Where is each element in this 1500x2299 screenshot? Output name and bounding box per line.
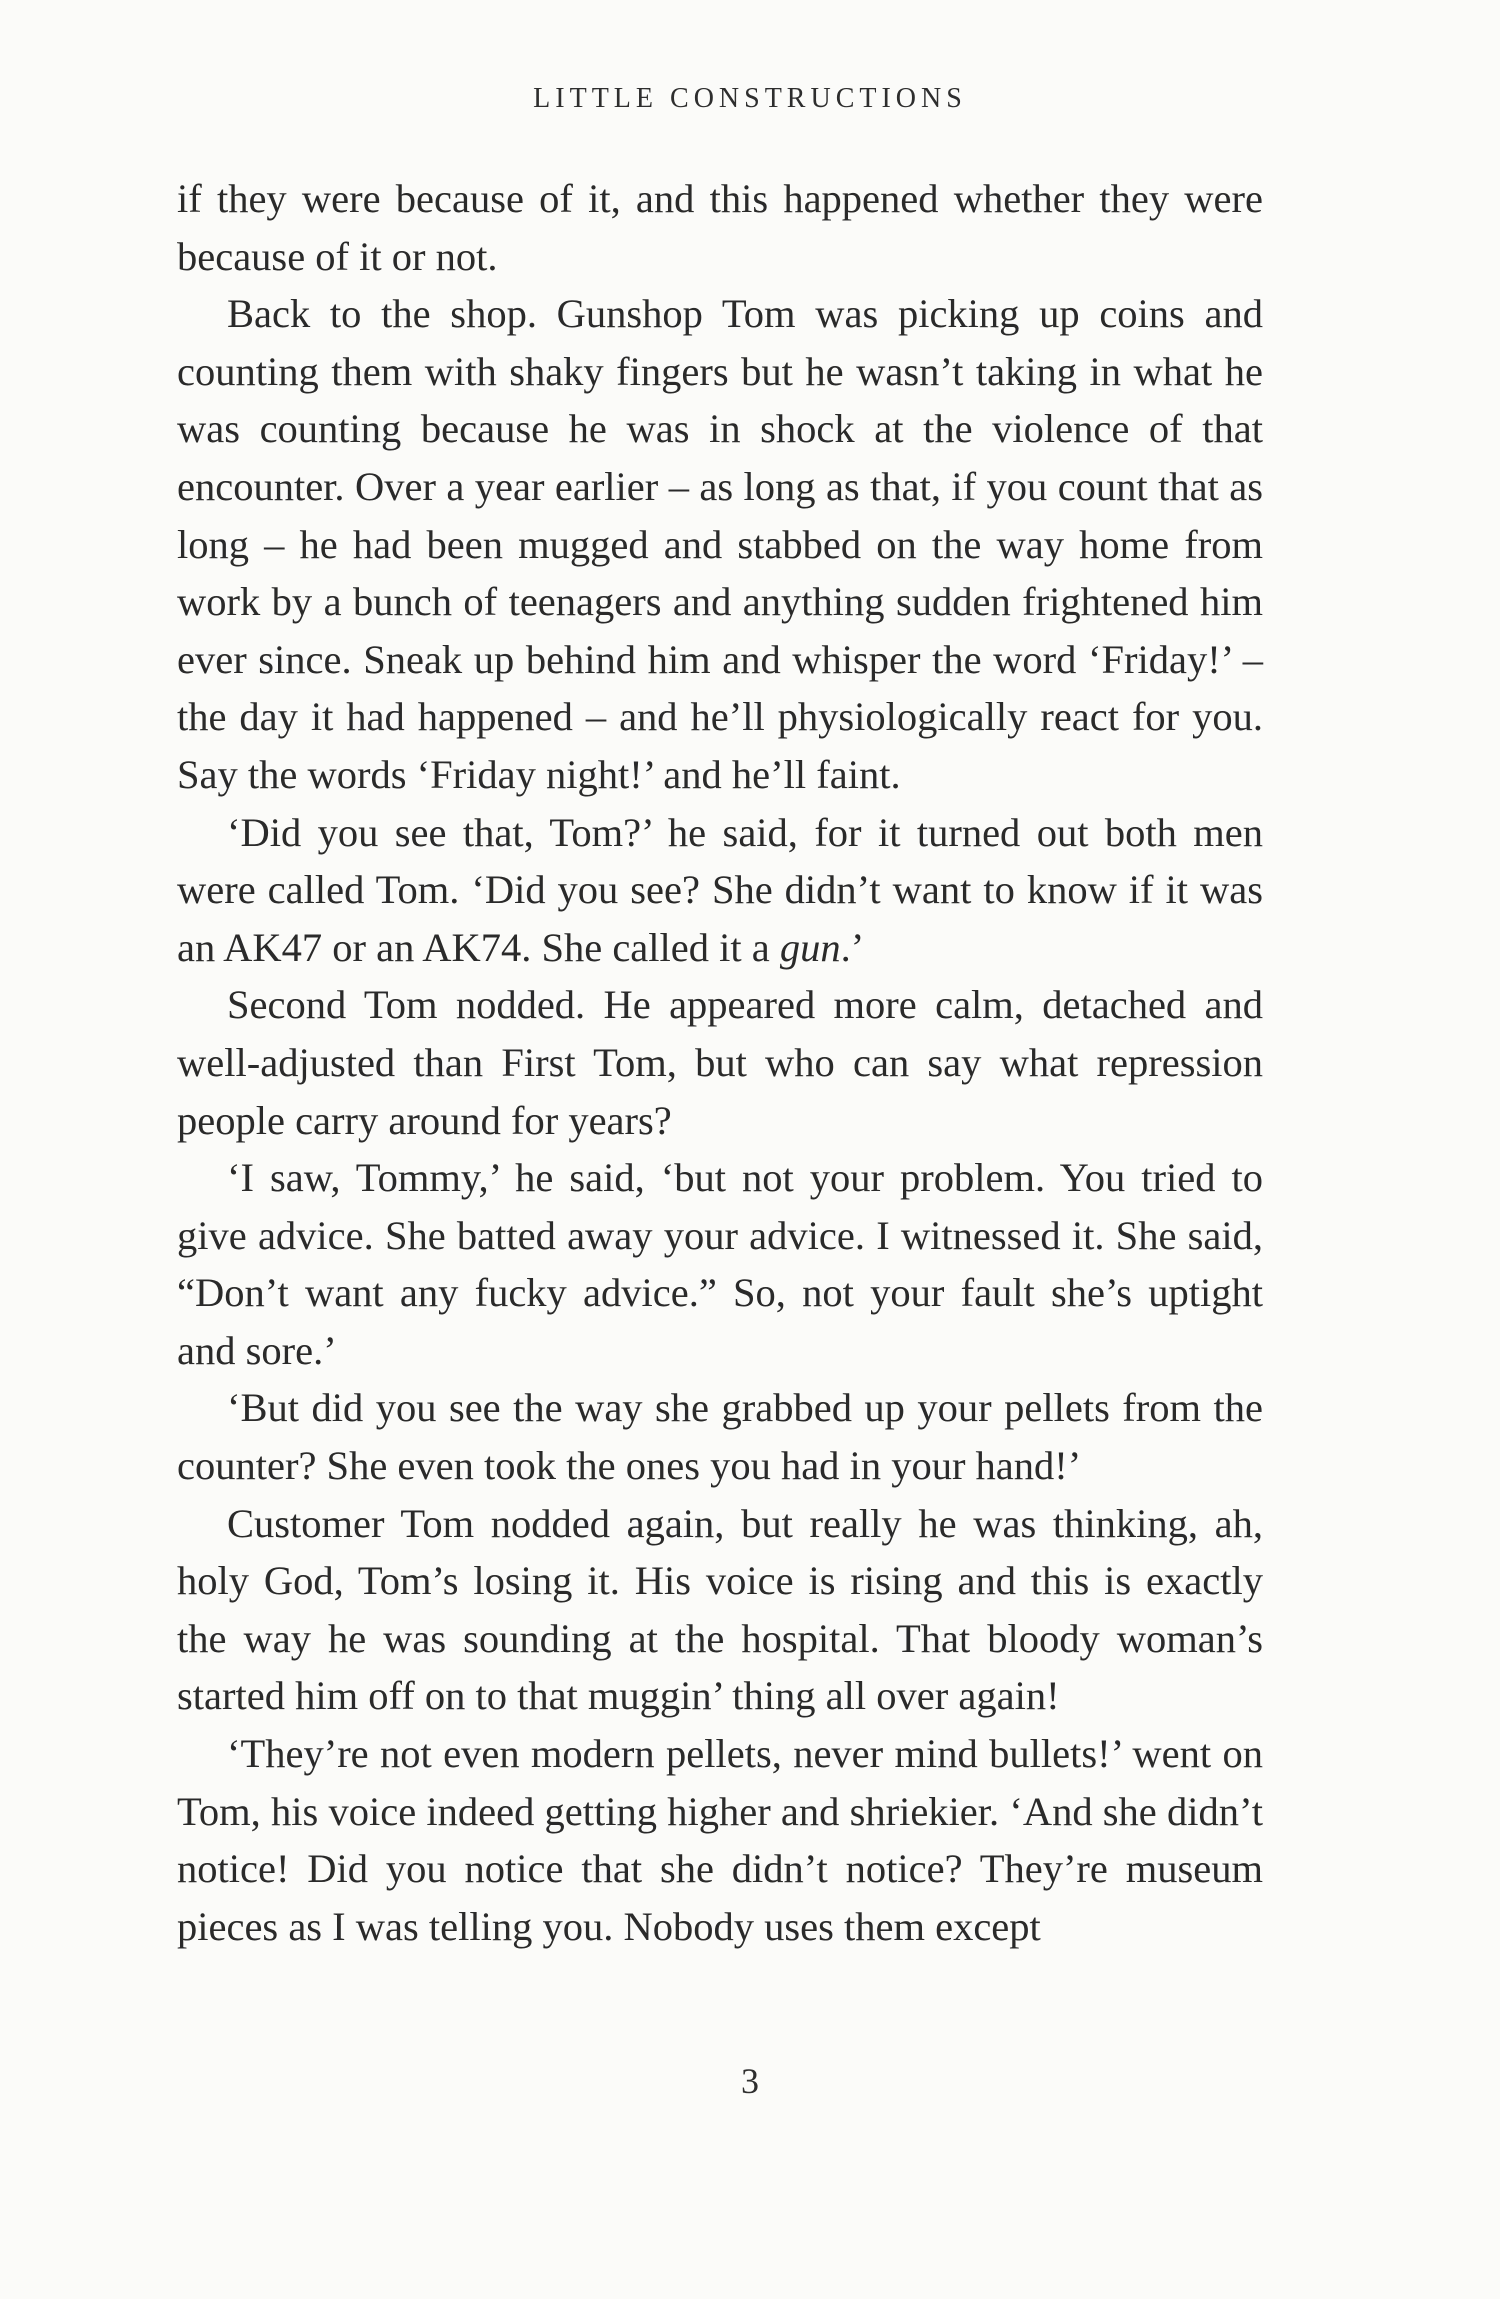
body-text — [177, 170, 1263, 1955]
paragraph: ‘They’re not even modern pellets, never mind bullets!’ went on Tom, his voice indeed getting higher and shriekier. ‘And she didn’t notice! Did you notice that she didn’t notice? They’re museum pieces as I was telling you. Nobody uses them except — [177, 1731, 1263, 1949]
page-number: 3 — [741, 2061, 759, 2101]
paragraph: Customer Tom nodded again, but really he was thinking, ah, holy God, Tom’s losing it. His voice is rising and this is exactly the way he was sounding at the hospital. That bloody woman’s started him off on to that muggin’ thing all over again! — [177, 1500, 1263, 1719]
paragraph: Back to the shop. Gunshop Tom was picking up coins and counting them with shaky fingers but he wasn’t taking in what he was counting because he was in shock at the violence of that encounter. Over a year earlier – as long as that, if you count that as long – he had been mugged and stabbed on the way home from work by a bunch of teenagers and anything sudden frightened him ever since. Sneak up behind him and whisper the word ‘Friday!’ – the day it had happened – and he’ll physiologically react for you. Say the words ‘Friday night!’ and he’ll faint. — [177, 291, 1263, 797]
paragraph: if they were because of it, and this happened whether they were because of it or not. — [177, 176, 1263, 279]
paragraph: ‘Did you see that, Tom?’ he said, for it turned out both men were called Tom. ‘Did you see? She didn’t want to know if it was an AK47 or an AK74. She called it a gun.’ — [177, 809, 1263, 970]
paragraph: Second Tom nodded. He appeared more calm, detached and well-adjusted than First Tom, but who can say what repression people carry around for years? — [177, 982, 1263, 1143]
paragraph: ‘I saw, Tommy,’ he said, ‘but not your problem. You tried to give advice. She batted away your advice. I witnessed it. She said, “Don’t want any fucky advice.” So, not your fault she’s uptight and sore.’ — [177, 1155, 1263, 1373]
running-head: LITTLE CONSTRUCTIONS — [533, 83, 967, 114]
paragraph: ‘But did you see the way she grabbed up your pellets from the counter? She even took the ones you had in your hand!’ — [177, 1385, 1263, 1489]
emphasis: gun — [779, 924, 841, 970]
